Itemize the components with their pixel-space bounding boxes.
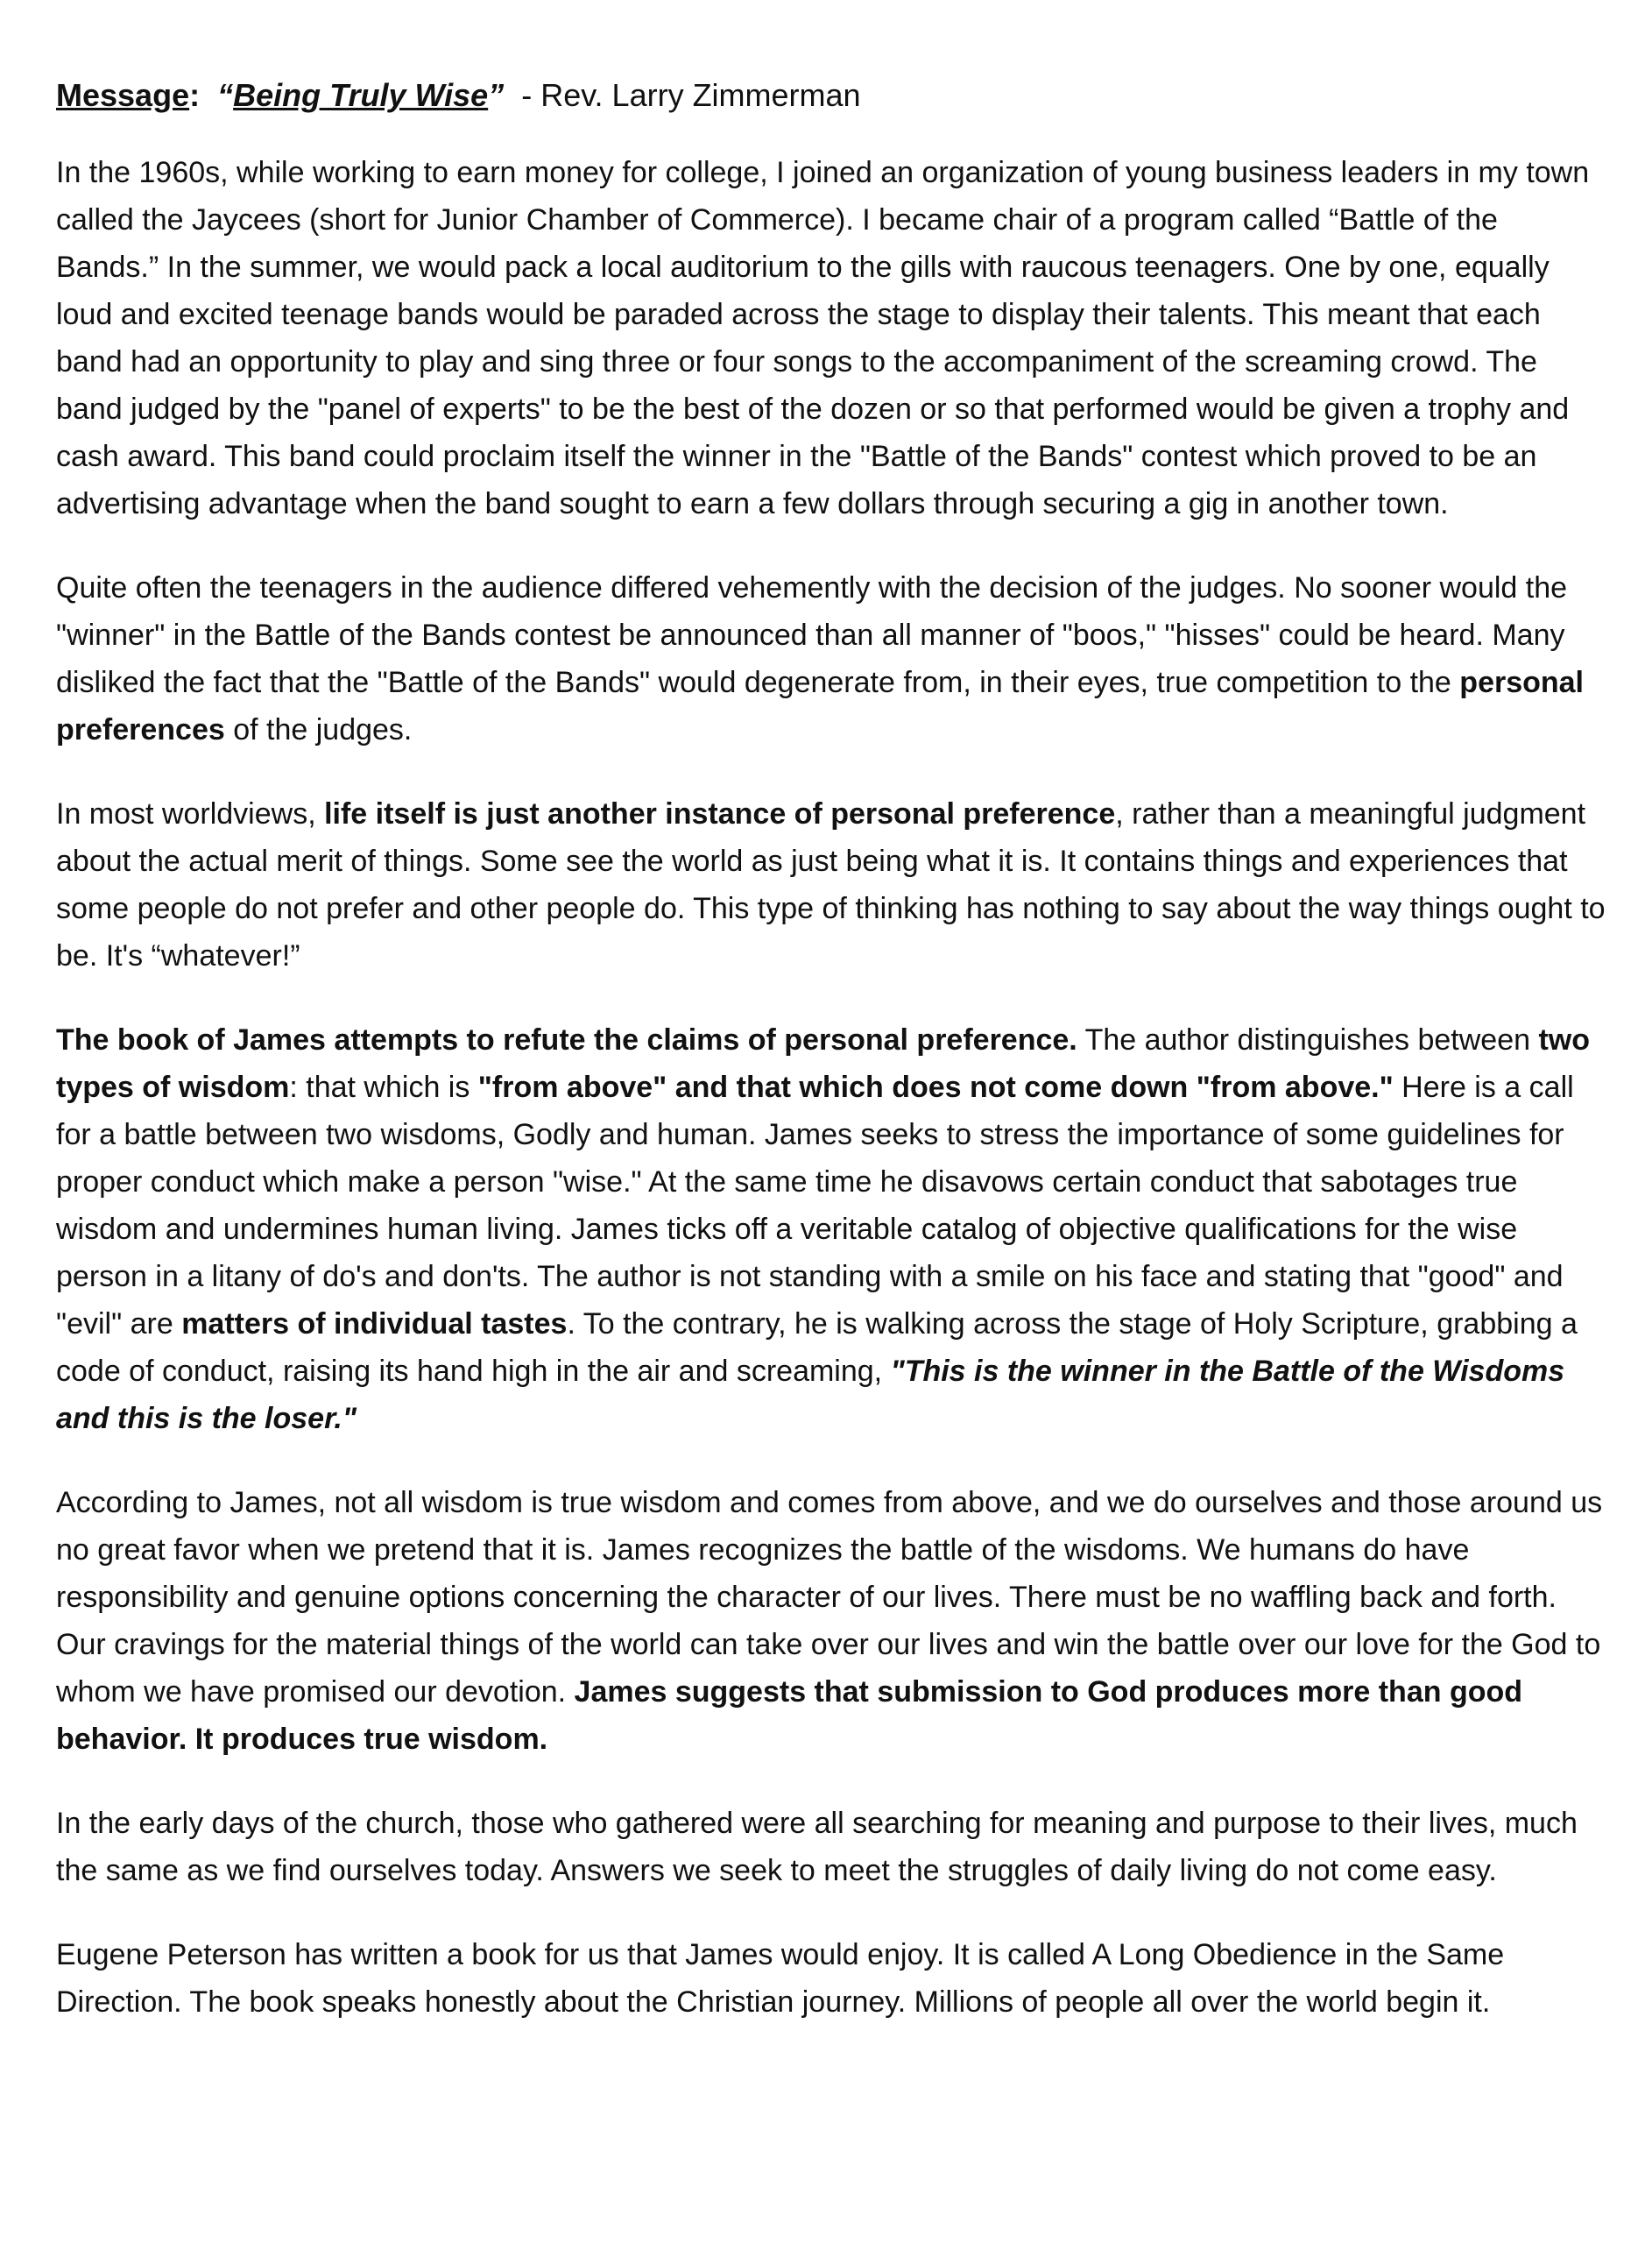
- body-text-run: . To the contrary, he is walking across the stage of Holy Scripture, grabbing a code of conduct, raising its hand high in the air and screaming,: [56, 1307, 1578, 1388]
- paragraph-4: [56, 1016, 1606, 1442]
- emphasis-text: matters of individual tastes: [181, 1307, 568, 1341]
- emphasis-text: personal preferences: [56, 666, 1585, 746]
- sermon-title: Being Truly Wise: [233, 77, 489, 113]
- paragraph-7: [56, 1931, 1606, 2026]
- emphasis-text: "This is the winner in the Battle of the Wisdoms and this is the loser.": [56, 1355, 1565, 1435]
- emphasis-text: The book of James attempts to refute the claims of personal preference.: [56, 1023, 1077, 1057]
- emphasis-text: James suggests that submission to God produces more than good behavior. It produces true wisdom.: [56, 1675, 1523, 1756]
- emphasis-text: two types of wisdom: [56, 1023, 1591, 1104]
- paragraph-2: [56, 564, 1606, 754]
- paragraph-1: [56, 149, 1606, 527]
- emphasis-text: "from above" and that which does not come down "from above.": [477, 1071, 1394, 1104]
- heading-quote-close: ”: [488, 77, 505, 113]
- body-text-run: In the 1960s, while working to earn money for college, I joined an organization of young business leaders in my town called the Jaycees (short for Junior Chamber of Commerce). I became chair of a program called “Battle of the Bands.” In the summer, we would pack a local auditorium to the gills with raucous teenagers. One by one, equally loud and excited teenage bands would be paraded across the stage to display their talents. This meant that each band had an opportunity to play and sing three or four songs to the accompaniment of the screaming crowd. The band judged by the "panel of experts" to be the best of the dozen or so that performed would be given a trophy and cash award. This band could proclaim itself the winner in the "Battle of the Bands" contest which proved to be an advertising advantage when the band sought to earn a few dollars through securing a gig in another town.: [56, 156, 1590, 520]
- body-text-run: Here is a call for a battle between two wisdoms, Godly and human. James seeks to stress the importance of some guidelines for proper conduct which make a person "wise." At the same time he disavows certain conduct that sabotages true wisdom and undermines human living. James ticks off a veritable catalog of objective qualifications for the wise person in a litany of do's and don'ts. The author is not standing with a smile on his face and stating that "good" and "evil" are: [56, 1071, 1574, 1341]
- message-heading: [56, 72, 1606, 119]
- body-text-run: : that which is: [289, 1071, 478, 1104]
- body-text-run: of the judges.: [224, 713, 413, 746]
- heading-quote-open: “: [217, 77, 234, 113]
- heading-colon: :: [189, 77, 201, 113]
- body-text-run: The author distinguishes between: [1077, 1023, 1539, 1057]
- body-text-run: , rather than a meaningful judgment about the actual merit of things. Some see the world as just being what it is. It contains things and experiences that some people do not prefer and other people do. This type of thinking has nothing to say about the way things ought to be. It's “whatever!”: [56, 797, 1606, 973]
- heading-label: Message: [56, 77, 190, 113]
- emphasis-text: life itself is just another instance of personal preference: [324, 797, 1116, 831]
- body-text-run: Eugene Peterson has written a book for us that James would enjoy. It is called A Long Obedience in the Same Direction. The book speaks honestly about the Christian journey. Millions of people all over the world begin it.: [56, 1938, 1505, 2019]
- body-text-run: According to James, not all wisdom is true wisdom and comes from above, and we do ourselves and those around us no great favor when we pretend that it is. James recognizes the battle of the wisdoms. We humans do have responsibility and genuine options concerning the character of our lives. There must be no waffling back and forth. Our cravings for the material things of the world can take over our lives and win the battle over our love for the God to whom we have promised our devotion.: [56, 1486, 1603, 1709]
- body-text-run: In most worldviews,: [56, 797, 325, 831]
- paragraph-6: [56, 1800, 1606, 1894]
- paragraph-5: [56, 1479, 1606, 1763]
- body-text-run: In the early days of the church, those who gathered were all searching for meaning and purpose to their lives, much the same as we find ourselves today. Answers we seek to meet the struggles of daily living do not come easy.: [56, 1807, 1578, 1887]
- document-page: [56, 72, 1606, 2063]
- body-text-run: Quite often the teenagers in the audience differed vehemently with the decision of the judges. No sooner would the "winner" in the Battle of the Bands contest be announced than all manner of "boos," "hisses" could be heard. Many disliked the fact that the "Battle of the Bands" would degenerate from, in their eyes, true competition to the: [56, 571, 1568, 699]
- sermon-author: - Rev. Larry Zimmerman: [521, 77, 861, 113]
- paragraph-3: [56, 790, 1606, 980]
- body-text: [56, 149, 1606, 2026]
